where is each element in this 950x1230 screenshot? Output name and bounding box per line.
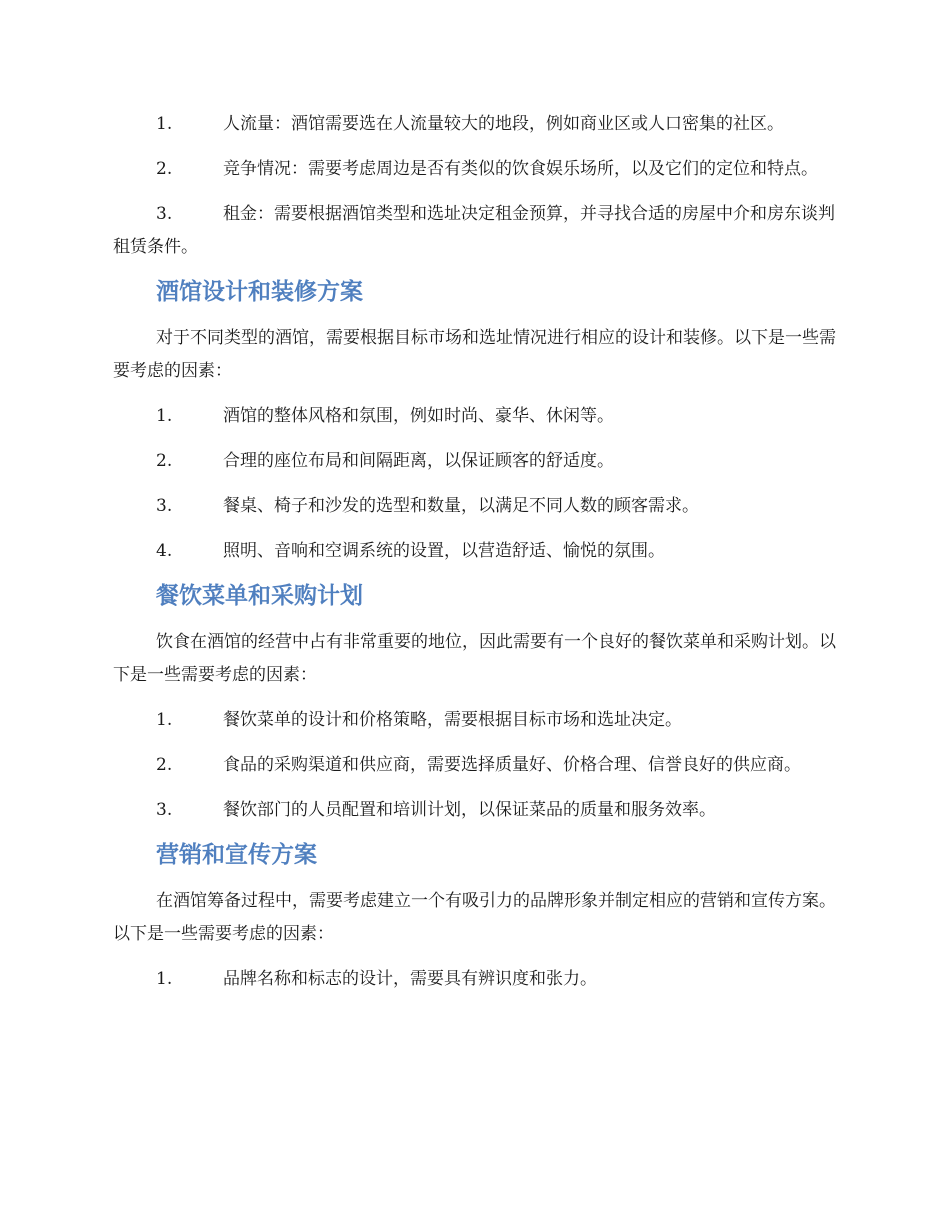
list-text: 酒馆的整体风格和氛围，例如时尚、豪华、休闲等。 <box>223 406 614 426</box>
list-item <box>113 535 843 568</box>
section-marketing <box>113 839 843 996</box>
section-heading: 酒馆设计和装修方案 <box>156 279 363 305</box>
list-number: 1. <box>156 710 173 730</box>
list-text: 合理的座位布局和间隔距离，以保证顾客的舒适度。 <box>223 451 614 471</box>
list-item <box>113 704 843 737</box>
section-intro: 饮食在酒馆的经营中占有非常重要的地位，因此需要有一个良好的餐饮菜单和采购计划。以下是一些需要考虑的因素： <box>113 632 836 685</box>
list-text: 照明、音响和空调系统的设置，以营造舒适、愉悦的氛围。 <box>223 541 665 561</box>
list-text: 食品的采购渠道和供应商，需要选择质量好、价格合理、信誉良好的供应商。 <box>223 755 801 775</box>
list-item <box>113 198 843 264</box>
list-number: 1. <box>156 969 173 989</box>
section-menu <box>113 580 843 827</box>
list-text: 租金：需要根据酒馆类型和选址决定租金预算，并寻找合适的房屋中介和房东谈判租赁条件。 <box>113 204 835 257</box>
list-number: 1. <box>156 114 173 134</box>
list-number: 2. <box>156 755 173 775</box>
list-item <box>113 153 843 186</box>
list-number: 3. <box>156 204 173 224</box>
list-text: 餐桌、椅子和沙发的选型和数量，以满足不同人数的顾客需求。 <box>223 496 699 516</box>
list-number: 3. <box>156 496 173 516</box>
document-body <box>113 108 843 1008</box>
list-number: 3. <box>156 800 173 820</box>
section-heading: 餐饮菜单和采购计划 <box>156 583 363 609</box>
list-item <box>113 490 843 523</box>
list-text: 人流量：酒馆需要选在人流量较大的地段，例如商业区或人口密集的社区。 <box>223 114 784 134</box>
section-design <box>113 276 843 568</box>
list-text: 餐饮部门的人员配置和培训计划，以保证菜品的质量和服务效率。 <box>223 800 716 820</box>
list-item <box>113 108 843 141</box>
list-item <box>113 963 843 996</box>
list-number: 2. <box>156 159 173 179</box>
section-heading: 营销和宣传方案 <box>156 842 317 868</box>
list-number: 1. <box>156 406 173 426</box>
list-number: 4. <box>156 541 173 561</box>
list-text: 品牌名称和标志的设计，需要具有辨识度和张力。 <box>223 969 597 989</box>
section-intro: 对于不同类型的酒馆，需要根据目标市场和选址情况进行相应的设计和装修。以下是一些需要考虑的因素： <box>113 328 836 381</box>
list-item <box>113 749 843 782</box>
list-number: 2. <box>156 451 173 471</box>
section-location-list <box>113 108 843 264</box>
list-item <box>113 445 843 478</box>
list-text: 餐饮菜单的设计和价格策略，需要根据目标市场和选址决定。 <box>223 710 682 730</box>
list-item <box>113 400 843 433</box>
list-text: 竞争情况：需要考虑周边是否有类似的饮食娱乐场所，以及它们的定位和特点。 <box>223 159 818 179</box>
list-item <box>113 794 843 827</box>
section-intro: 在酒馆筹备过程中，需要考虑建立一个有吸引力的品牌形象并制定相应的营销和宣传方案。以下是一些需要考虑的因素： <box>113 891 836 944</box>
